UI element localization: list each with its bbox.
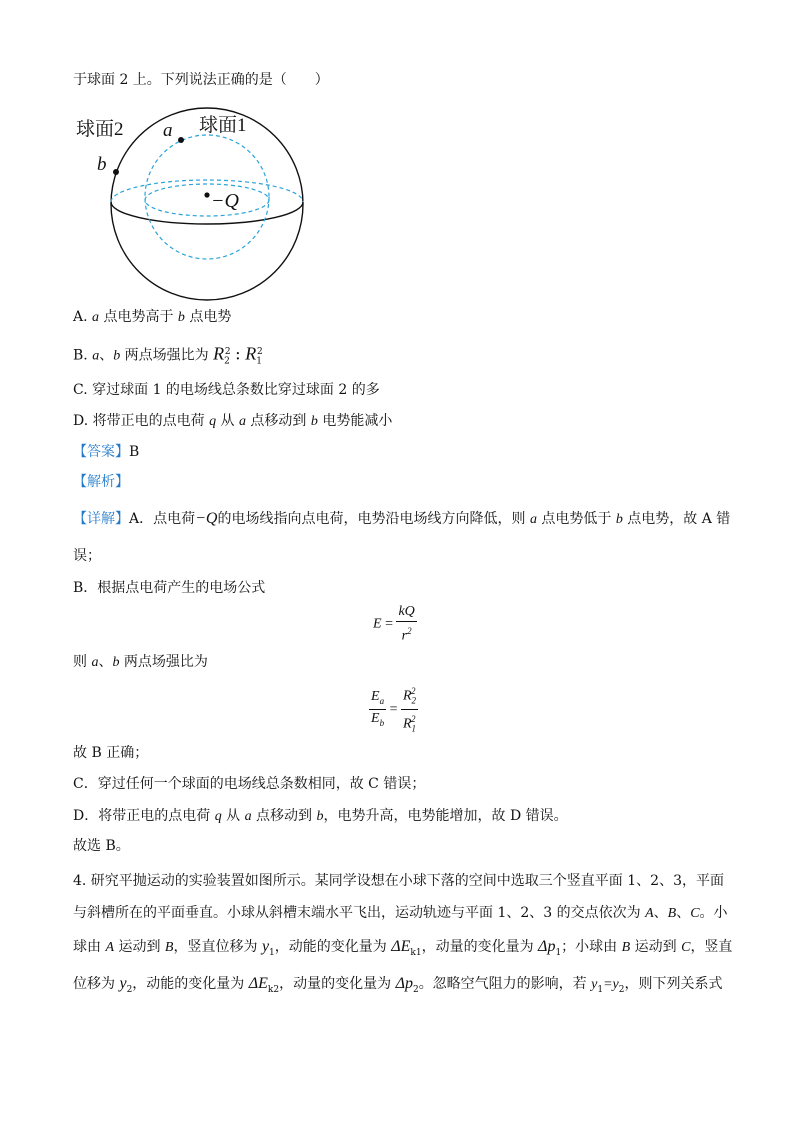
detail-b-line3: 故 B 正确； [73, 745, 149, 761]
detail-b-line2: 则 a、b 两点场强比为 [73, 654, 208, 670]
detail-choose: 故选 B。 [73, 838, 130, 854]
q4-line2: 与斜槽所在的平面垂直。小球从斜槽末端水平飞出，运动轨迹与平面 1、2、3 的交点依次为 A、B、C。小 [73, 905, 728, 921]
outer-equator-front [111, 202, 303, 224]
option-a: A. a 点电势高于 b 点电势 [73, 309, 232, 325]
detail-tag: 【详解】 [73, 511, 129, 527]
q4-line4: 位移为 $y_2$，动能的变化量为 $\Delta E_{k2}$，动量的变化量为 $\Delta p_2$。忽略空气阻力的影响，若 $y_1=y_2$，则下列关系式 [73, 975, 723, 995]
label-a: a [163, 120, 173, 141]
q4-line3: 球由 A 运动到 B，竖直位移为 $y_1$，动能的变化量为 $\Delta E_{k1}$，动量的变化量为 $\Delta p_1$；小球由 B 运动到 C，竖直 [73, 938, 733, 958]
q4-line1: 4. 研究平抛运动的实验装置如图所示。某同学设想在小球下落的空间中选取三个竖直平面 1、2、3，平面 [73, 873, 724, 889]
detail-a-line1: 【详解】A．点电荷−Q的电场线指向点电荷，电势沿电场线方向降低，则 a 点电势低于 b 点电势，故 A 错 [73, 510, 731, 527]
analysis-line [73, 472, 129, 492]
charge-Q-point [204, 192, 209, 197]
label-sphere2: 球面2 [76, 119, 124, 140]
label-sphere1: 球面1 [199, 115, 247, 136]
detail-a-line2: 误； [73, 548, 101, 564]
option-c: C. 穿过球面 1 的电场线总条数比穿过球面 2 的多 [73, 382, 380, 398]
detail-b-line1: B．根据点电荷产生的电场公式 [73, 580, 266, 596]
point-b [113, 169, 119, 175]
label-Q: −Q [211, 190, 239, 212]
analysis-tag: 【解析】 [73, 474, 129, 490]
outer-equator-back [111, 180, 303, 202]
option-d: D. 将带正电的点电荷 q 从 a 点移动到 b 电势能减小 [73, 413, 393, 429]
option-b: B. a、b 两点场强比为 $R_2^2$ : $R_1^2$ [73, 343, 263, 367]
formula-ratio: $\frac{E_a}{E_b}$ = $\frac{R_2^2}{R_1^2}$ [369, 682, 418, 738]
sphere-figure [73, 104, 313, 304]
point-a [178, 137, 184, 143]
answer-value: B [129, 444, 140, 460]
detail-d-line: D．将带正电的点电荷 q 从 a 点移动到 b，电势升高，电势能增加，故 D 错误。 [73, 808, 568, 824]
detail-c-line: C．穿过任何一个球面的电场线总条数相同，故 C 错误； [73, 776, 426, 792]
answer-tag: 【答案】 [73, 444, 129, 460]
inner-equator [145, 184, 269, 216]
formula-field: E = $\frac{kQ}{r^2}$ [373, 604, 415, 644]
answer-line [73, 442, 139, 462]
question-intro: 于球面 2 上。下列说法正确的是（ ） [73, 72, 329, 88]
label-b: b [97, 154, 107, 175]
